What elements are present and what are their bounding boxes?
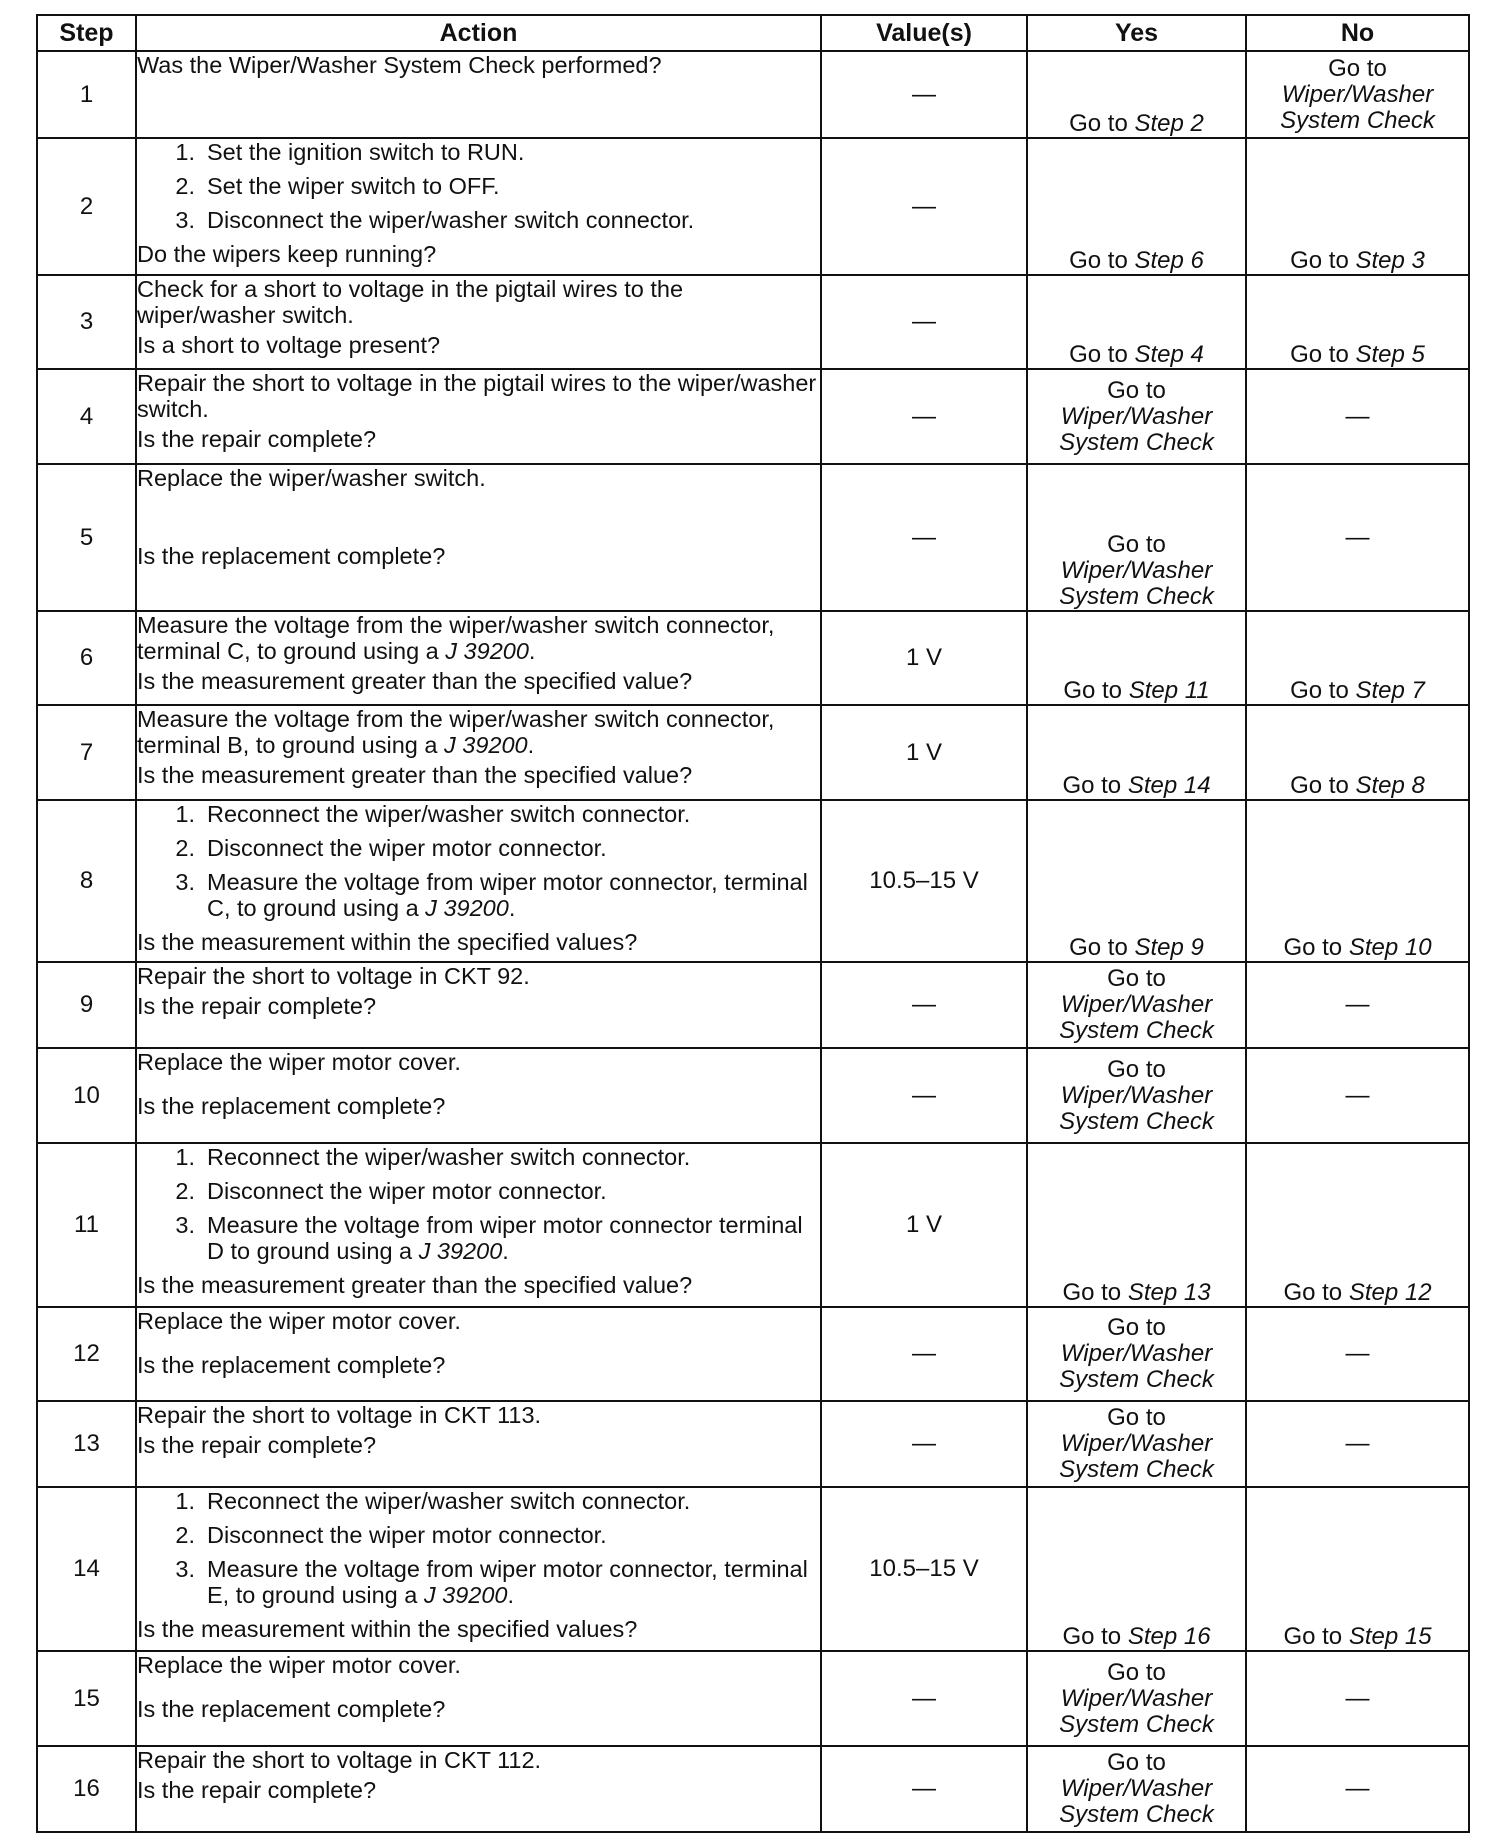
action-text: Repair the short to voltage in the pigtail wires to the wiper/washer switch.	[137, 370, 817, 422]
action-cell: Measure the voltage from the wiper/washer switch connector, terminal C, to ground using a J 39200. Is the measurement greater than the specified value?	[136, 611, 821, 705]
action-cell	[136, 1143, 821, 1307]
question-text: Is a short to voltage present?	[137, 332, 441, 358]
list-item: 1. Set the ignition switch to RUN.	[175, 139, 525, 165]
step-number: 2	[37, 138, 136, 275]
action-cell	[136, 1487, 821, 1651]
yes-step: Step 11	[1128, 677, 1210, 704]
value-cell: 10.5–15 V	[821, 1487, 1027, 1651]
yes-step: Step 6	[1134, 247, 1204, 274]
action-text: Check for a short to voltage in the pigtail wires to the wiper/washer switch.	[137, 276, 684, 328]
yes-cell: Go to Step 16	[1027, 1487, 1246, 1651]
action-cell	[136, 1048, 821, 1143]
table-row	[37, 138, 1469, 275]
action-cell	[136, 369, 821, 464]
table-row	[37, 1651, 1469, 1746]
step-number: 12	[37, 1307, 136, 1401]
question-text: Is the repair complete?	[137, 426, 377, 452]
header-values: Value(s)	[821, 15, 1027, 51]
step-number: 13	[37, 1401, 136, 1487]
yes-step: Step 13	[1127, 1279, 1211, 1306]
no-cell: —	[1246, 1401, 1469, 1487]
action-text: Replace the wiper/washer switch.	[137, 465, 486, 491]
no-cell: Go to Step 15	[1246, 1487, 1469, 1651]
yes-cell: Go to Wiper/Washer System Check	[1027, 464, 1246, 611]
table-row	[37, 1401, 1469, 1487]
question-text: Is the measurement greater than the specified value?	[137, 1272, 693, 1298]
check-ref: Wiper/Washer	[1281, 81, 1434, 108]
step-number: 1	[37, 51, 136, 138]
table-row	[37, 800, 1469, 962]
yes-cell: Go to Wiper/Washer System Check	[1027, 1048, 1246, 1143]
question-text: Is the measurement within the specified values?	[137, 929, 638, 955]
step-number: 5	[37, 464, 136, 611]
action-cell	[136, 800, 821, 962]
question-text: Is the measurement greater than the specified value?	[137, 668, 693, 694]
no-step: Step 10	[1348, 934, 1432, 961]
action-cell	[136, 275, 821, 369]
list-item: 3. Measure the voltage from wiper motor connector, terminal C, to ground using a J 39200.	[175, 869, 808, 921]
table-row	[37, 1048, 1469, 1143]
no-step: Step 7	[1355, 677, 1425, 704]
yes-cell: Go to Wiper/Washer System Check	[1027, 1307, 1246, 1401]
yes-cell: Go to Wiper/Washer System Check	[1027, 962, 1246, 1048]
header-step: Step	[37, 15, 136, 51]
step-number: 15	[37, 1651, 136, 1746]
yes-cell: Go to Wiper/Washer System Check	[1027, 369, 1246, 464]
no-cell	[1246, 51, 1469, 138]
action-cell	[136, 962, 821, 1048]
value-cell: 10.5–15 V	[821, 800, 1027, 962]
yes-step: Step 9	[1134, 934, 1204, 961]
table-row	[37, 275, 1469, 369]
action-cell	[136, 1746, 821, 1832]
tool-ref: J 39200	[443, 732, 528, 758]
step-number: 7	[37, 705, 136, 800]
tool-ref: J 39200	[425, 895, 509, 921]
no-cell: —	[1246, 962, 1469, 1048]
no-cell: Go to Step 7	[1246, 611, 1469, 705]
yes-cell: Go to Wiper/Washer System Check	[1027, 1746, 1246, 1832]
list-item: 1. Reconnect the wiper/washer switch connector.	[175, 801, 691, 827]
action-text: Replace the wiper motor cover.	[137, 1308, 461, 1334]
value-cell: —	[821, 1401, 1027, 1487]
list-item: 1. Reconnect the wiper/washer switch connector.	[175, 1144, 691, 1170]
goto-label: Go to	[1069, 110, 1128, 137]
step-number: 11	[37, 1143, 136, 1307]
value-cell: 1 V	[821, 611, 1027, 705]
action-text: Was the Wiper/Washer System Check performed?	[137, 52, 662, 78]
table-row	[37, 1307, 1469, 1401]
tool-ref: J 39200	[418, 1238, 503, 1264]
yes-cell: Go to Step 13	[1027, 1143, 1246, 1307]
action-cell: Measure the voltage from the wiper/washer switch connector, terminal B, to ground using a J 39200. Is the measurement greater than the specified value?	[136, 705, 821, 800]
list-item: 3. Measure the voltage from wiper motor connector, terminal E, to ground using a J 39200.	[175, 1556, 808, 1608]
no-cell: —	[1246, 1746, 1469, 1832]
value-cell: —	[821, 51, 1027, 138]
yes-cell	[1027, 51, 1246, 138]
no-cell: —	[1246, 1307, 1469, 1401]
list-item: 2. Disconnect the wiper motor connector.	[175, 1522, 607, 1548]
yes-cell: Go to Wiper/Washer System Check	[1027, 1401, 1246, 1487]
value-cell: 1 V	[821, 705, 1027, 800]
no-cell: —	[1246, 1048, 1469, 1143]
list-item: 3. Measure the voltage from wiper motor connector terminal D to ground using a J 39200.	[175, 1212, 803, 1264]
question-text: Is the measurement within the specified values?	[137, 1616, 638, 1642]
step-number: 4	[37, 369, 136, 464]
step-number: 16	[37, 1746, 136, 1832]
list-item: 1. Reconnect the wiper/washer switch connector.	[175, 1488, 691, 1514]
value-cell: —	[821, 1307, 1027, 1401]
table-row	[37, 1143, 1469, 1307]
question-text: Is the repair complete?	[137, 1777, 377, 1803]
tool-ref: J 39200	[445, 638, 529, 664]
step-number: 10	[37, 1048, 136, 1143]
no-cell: —	[1246, 464, 1469, 611]
action-text: Repair the short to voltage in CKT 113.	[137, 1402, 542, 1428]
question-text: Do the wipers keep running?	[137, 241, 437, 267]
value-cell: 1 V	[821, 1143, 1027, 1307]
no-cell: Go to Step 10	[1246, 800, 1469, 962]
yes-cell: Go to Step 11	[1027, 611, 1246, 705]
list-item: 2. Disconnect the wiper motor connector.	[175, 835, 607, 861]
table-row	[37, 962, 1469, 1048]
no-cell: Go to Step 12	[1246, 1143, 1469, 1307]
list-item: 3. Disconnect the wiper/washer switch connector.	[175, 207, 695, 233]
value-cell: —	[821, 1746, 1027, 1832]
question-text: Is the replacement complete?	[137, 1093, 446, 1119]
table-row	[37, 705, 1469, 800]
question-text: Is the replacement complete?	[137, 543, 446, 569]
no-cell: Go to Step 5	[1246, 275, 1469, 369]
value-cell: —	[821, 1048, 1027, 1143]
header-row	[37, 15, 1469, 51]
value-cell: —	[821, 1651, 1027, 1746]
diagnostic-table	[36, 14, 1470, 1833]
list-item: 2. Set the wiper switch to OFF.	[175, 173, 500, 199]
value-cell: —	[821, 369, 1027, 464]
yes-step: Step 16	[1127, 1623, 1211, 1650]
value-cell: —	[821, 275, 1027, 369]
no-step: Step 5	[1355, 341, 1425, 368]
action-cell	[136, 1307, 821, 1401]
no-step: Step 15	[1348, 1623, 1432, 1650]
yes-step: Step 14	[1127, 772, 1211, 799]
no-step: Step 12	[1348, 1279, 1432, 1306]
no-cell: —	[1246, 1651, 1469, 1746]
value-cell: —	[821, 962, 1027, 1048]
yes-cell: Go to Step 9	[1027, 800, 1246, 962]
no-cell: Go to Step 3	[1246, 138, 1469, 275]
list-item: 2. Disconnect the wiper motor connector.	[175, 1178, 607, 1204]
question-text: Is the measurement greater than the specified value?	[137, 762, 693, 788]
action-text: Repair the short to voltage in CKT 112.	[137, 1747, 542, 1773]
question-text: Is the replacement complete?	[137, 1696, 446, 1722]
question-text: Is the replacement complete?	[137, 1352, 446, 1378]
goto-label: Go to	[1328, 55, 1387, 82]
header-action: Action	[136, 15, 821, 51]
table-row	[37, 1487, 1469, 1651]
step-number: 6	[37, 611, 136, 705]
question-text: Is the repair complete?	[137, 1432, 377, 1458]
action-text: Replace the wiper motor cover.	[137, 1652, 461, 1678]
action-cell	[136, 464, 821, 611]
action-text: Measure the voltage from the wiper/washer switch connector, terminal B, to ground using a	[137, 706, 775, 758]
step-number: 8	[37, 800, 136, 962]
yes-cell: Go to Wiper/Washer System Check	[1027, 1651, 1246, 1746]
action-text: Measure the voltage from the wiper/washer switch connector, terminal C, to ground using a	[137, 612, 775, 664]
value-cell: —	[821, 138, 1027, 275]
yes-cell: Go to Step 4	[1027, 275, 1246, 369]
question-text: Is the repair complete?	[137, 993, 377, 1019]
no-step: Step 3	[1355, 247, 1425, 274]
header-no: No	[1246, 15, 1469, 51]
tool-ref: J 39200	[423, 1582, 508, 1608]
action-cell	[136, 138, 821, 275]
table-row	[37, 611, 1469, 705]
check-ref: System Check	[1280, 107, 1435, 134]
step-number: 3	[37, 275, 136, 369]
action-cell	[136, 51, 821, 138]
no-cell: Go to Step 8	[1246, 705, 1469, 800]
yes-step: Step 2	[1134, 110, 1204, 137]
action-cell	[136, 1651, 821, 1746]
step-number: 9	[37, 962, 136, 1048]
yes-cell: Go to Step 6	[1027, 138, 1246, 275]
action-text: Replace the wiper motor cover.	[137, 1049, 461, 1075]
action-text: Repair the short to voltage in CKT 92.	[137, 963, 530, 989]
header-yes: Yes	[1027, 15, 1246, 51]
no-step: Step 8	[1355, 772, 1425, 799]
value-cell: —	[821, 464, 1027, 611]
yes-cell: Go to Step 14	[1027, 705, 1246, 800]
no-cell: —	[1246, 369, 1469, 464]
table-row	[37, 464, 1469, 611]
table-row	[37, 369, 1469, 464]
step-number: 14	[37, 1487, 136, 1651]
table-row	[37, 51, 1469, 138]
table-row	[37, 1746, 1469, 1832]
yes-step: Step 4	[1134, 341, 1204, 368]
action-cell	[136, 1401, 821, 1487]
